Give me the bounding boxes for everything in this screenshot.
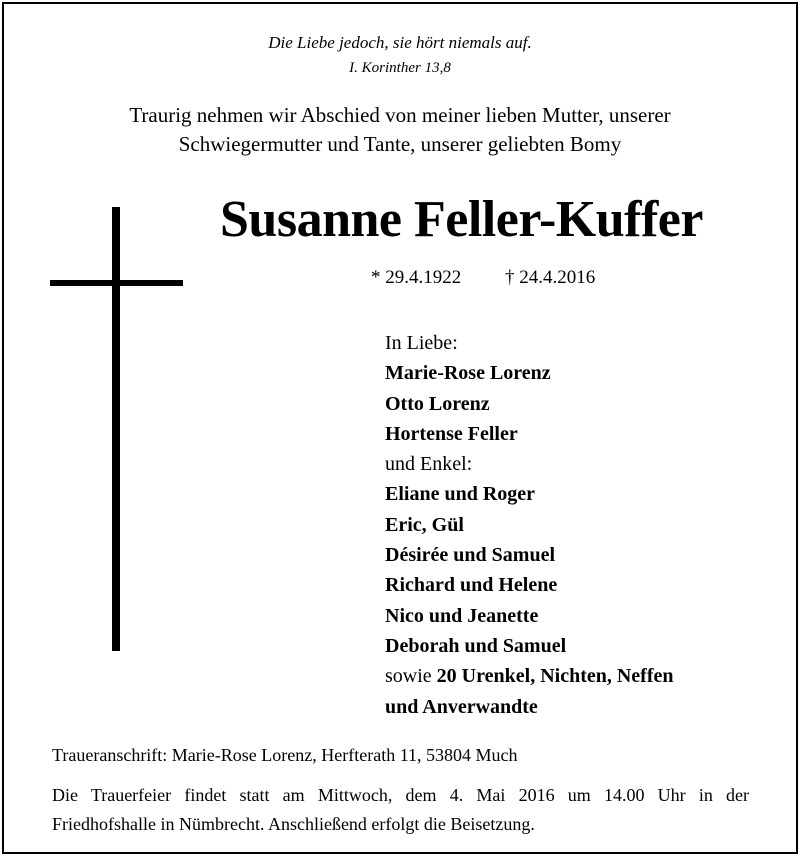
grandchild-name: Désirée und Samuel: [385, 544, 555, 567]
intro-line-2: Schwiegermutter und Tante, unserer geliebten Bomy: [178, 132, 622, 156]
others-last: und Anverwandte: [385, 695, 538, 718]
mourner-name: Hortense Feller: [385, 422, 518, 445]
mourners-intro-label: In Liebe:: [385, 332, 458, 354]
grandchild-name: Eliane und Roger: [385, 483, 536, 506]
birth-date: * 29.4.1922: [371, 267, 462, 288]
mourning-address: Traueranschrift: Marie-Rose Lorenz, Herfterath 11, 53804 Much: [52, 745, 518, 765]
cross-icon: [112, 207, 120, 651]
mourner-name: Otto Lorenz: [385, 392, 490, 415]
others-line: [385, 661, 674, 691]
grandchild-name: Eric, Gül: [385, 513, 464, 536]
grandchildren-label: und Enkel:: [385, 453, 473, 476]
mourner-name: Marie-Rose Lorenz: [385, 362, 551, 385]
cross-icon-beam: [50, 280, 183, 286]
bible-quote: Die Liebe jedoch, sie hört niemals auf.: [268, 33, 532, 52]
deceased-name: Susanne Feller-Kuffer: [220, 191, 703, 248]
service-line-2: Friedhofshalle in Nümbrecht. Anschließend erfolgt die Beisetzung.: [52, 814, 535, 834]
service-line-1: Die Trauerfeier findet statt am Mittwoch, dem 4. Mai 2016 um 14.00 Uhr in der: [52, 785, 749, 805]
funeral-service-info: [52, 781, 749, 839]
grandchild-name: Richard und Helene: [385, 574, 558, 597]
bible-reference: I. Korinther 13,8: [349, 60, 451, 76]
mourners-list: [385, 328, 674, 722]
others-prefix: sowie: [385, 665, 432, 688]
intro-text: [0, 101, 800, 159]
others-relatives: 20 Urenkel, Nichten, Neffen: [436, 665, 674, 688]
death-date: † 24.4.2016: [505, 267, 596, 288]
grandchild-name: Nico und Jeanette: [385, 604, 539, 627]
grandchild-name: Deborah und Samuel: [385, 634, 567, 657]
intro-line-1: Traurig nehmen wir Abschied von meiner lieben Mutter, unserer: [129, 103, 671, 127]
